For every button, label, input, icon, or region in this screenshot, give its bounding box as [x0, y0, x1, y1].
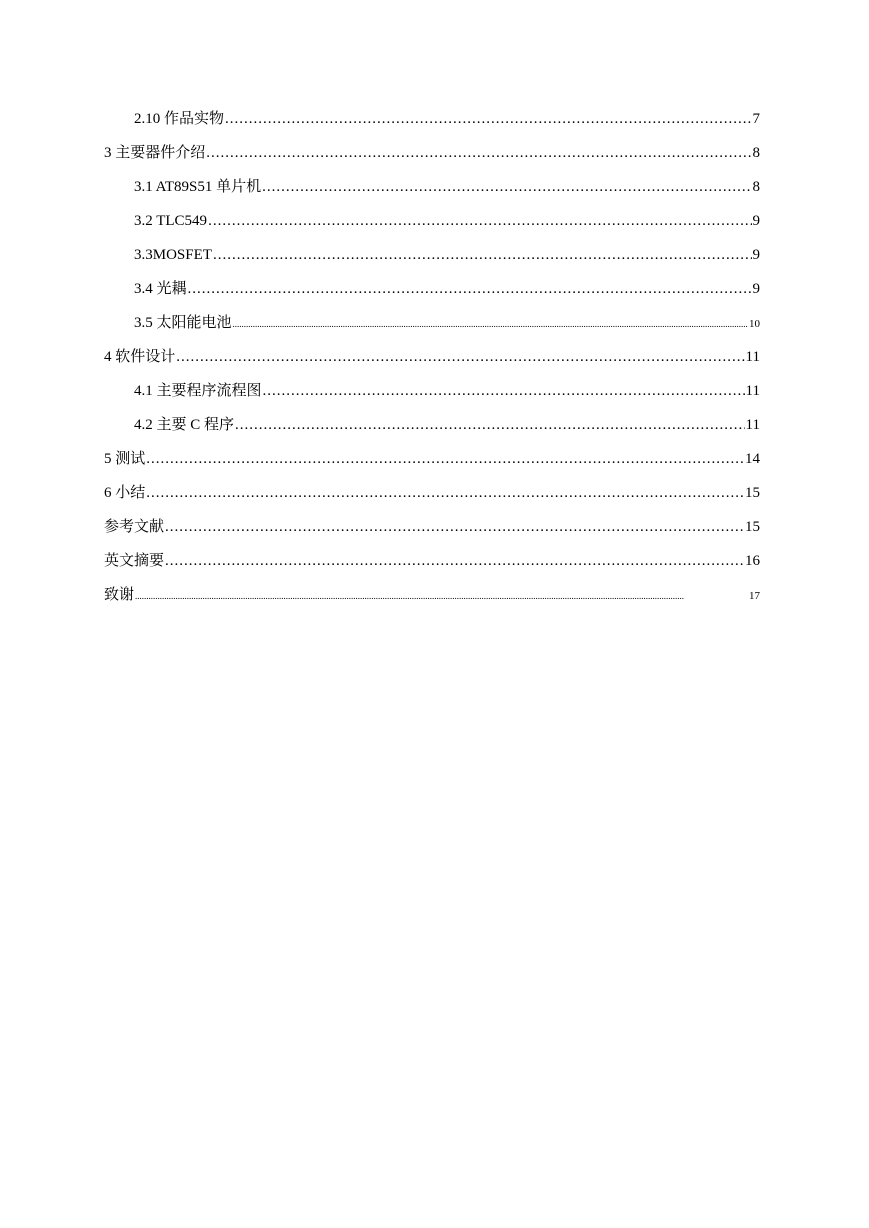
toc-entry-label: 5 测试	[104, 451, 146, 467]
toc-entry-label: 2.10 作品实物	[134, 111, 225, 127]
toc-entry-page: 10	[749, 318, 760, 330]
toc-dot-leader	[263, 380, 745, 402]
toc-entry-label: 参考文献	[104, 519, 165, 535]
toc-entry-4-2[interactable]	[104, 414, 760, 448]
toc-entry-label: 3.2 TLC549	[134, 213, 208, 229]
toc-entry-references[interactable]	[104, 516, 760, 550]
toc-entry-page: 16	[745, 553, 760, 569]
toc-entry-page: 17	[749, 590, 760, 602]
toc-entry-page: 11	[745, 349, 760, 365]
toc-entry-page: 9	[752, 247, 760, 263]
toc-entry-page: 9	[752, 281, 760, 297]
toc-entry-page: 15	[745, 485, 760, 501]
toc-entry-label: 3.1 AT89S51 单片机	[134, 179, 262, 195]
toc-dot-leader	[176, 346, 744, 368]
toc-entry-page: 14	[745, 451, 760, 467]
toc-dot-leader	[213, 244, 752, 266]
toc-entry-3-4[interactable]	[104, 278, 760, 312]
toc-entry-label: 3.3MOSFET	[134, 247, 212, 263]
toc-entry-label: 4.1 主要程序流程图	[134, 383, 262, 399]
toc-entry-label: 3 主要器件介绍	[104, 145, 206, 161]
toc-entry-page: 8	[752, 145, 760, 161]
toc-dot-leader	[188, 278, 752, 300]
toc-dot-leader	[135, 585, 748, 607]
toc-entry-label: 3.5 太阳能电池	[134, 315, 232, 331]
toc-entry-3[interactable]	[104, 142, 760, 176]
toc-dot-leader	[165, 550, 744, 572]
table-of-contents	[104, 108, 760, 618]
toc-entry-page: 15	[745, 519, 760, 535]
toc-entry-3-1[interactable]	[104, 176, 760, 210]
toc-dot-leader	[146, 482, 744, 504]
toc-entry-english-abstract[interactable]	[104, 550, 760, 584]
toc-entry-label: 6 小结	[104, 485, 146, 501]
toc-dot-leader	[225, 108, 751, 130]
toc-entry-label: 4.2 主要 C 程序	[134, 417, 235, 433]
toc-entry-page: 9	[752, 213, 760, 229]
toc-dot-leader	[206, 142, 751, 164]
toc-entry-page: 11	[745, 417, 760, 433]
toc-entry-4-1[interactable]	[104, 380, 760, 414]
toc-dot-leader	[262, 176, 751, 198]
toc-entry-6[interactable]	[104, 482, 760, 516]
toc-dot-leader	[233, 313, 748, 335]
toc-entry-acknowledgements[interactable]	[104, 584, 760, 618]
toc-entry-3-3[interactable]	[104, 244, 760, 278]
toc-entry-4[interactable]	[104, 346, 760, 380]
toc-entry-label: 4 软件设计	[104, 349, 176, 365]
toc-entry-label: 英文摘要	[104, 553, 165, 569]
toc-entry-3-5[interactable]	[104, 312, 760, 346]
toc-entry-2-10[interactable]	[104, 108, 760, 142]
toc-entry-page: 8	[752, 179, 760, 195]
toc-entry-page: 7	[752, 111, 760, 127]
toc-entry-page: 11	[745, 383, 760, 399]
toc-dot-leader	[146, 448, 744, 470]
toc-entry-label: 3.4 光耦	[134, 281, 187, 297]
toc-dot-leader	[208, 210, 751, 232]
toc-entry-5[interactable]	[104, 448, 760, 482]
toc-dot-leader	[235, 414, 745, 436]
toc-entry-3-2[interactable]	[104, 210, 760, 244]
toc-dot-leader	[165, 516, 744, 538]
toc-entry-label: 致谢	[104, 587, 135, 603]
